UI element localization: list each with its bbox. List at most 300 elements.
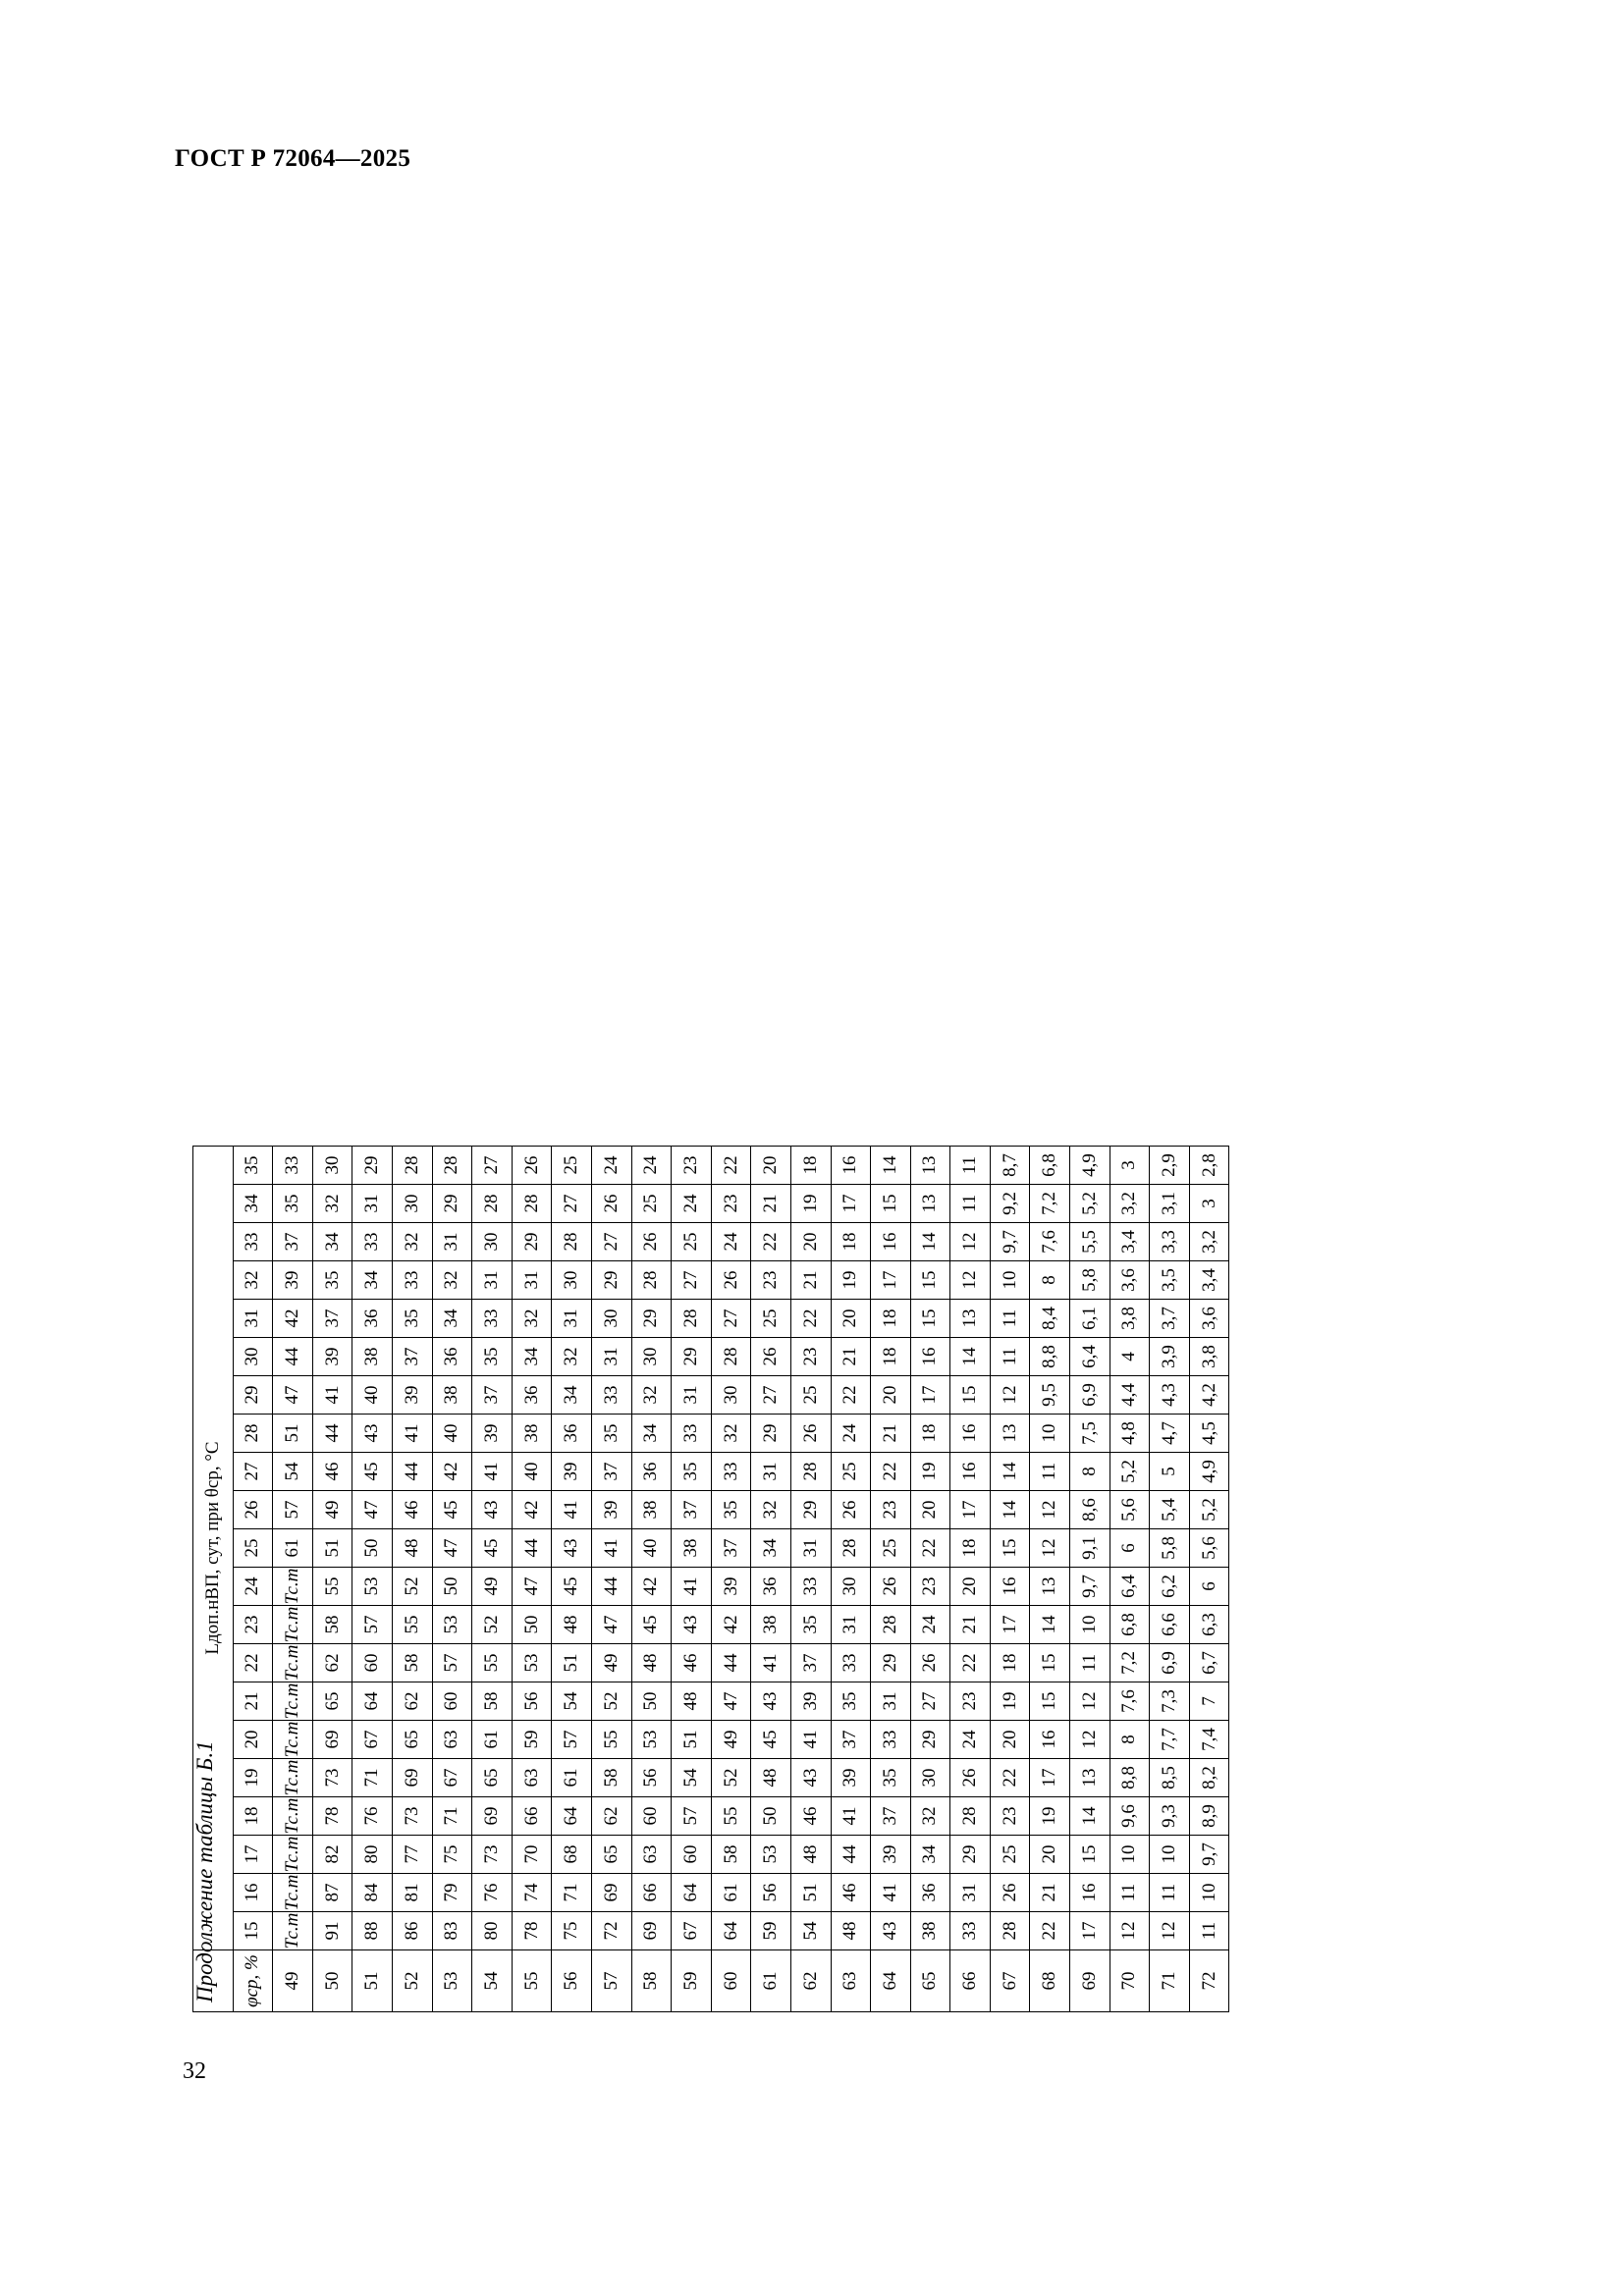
table-cell: 18: [871, 1338, 911, 1376]
table-cell: 33: [950, 1912, 991, 1950]
table-cell: 32: [751, 1491, 791, 1529]
table-cell: 54: [790, 1912, 831, 1950]
table-cell: 30: [910, 1759, 950, 1797]
table-row: [1189, 1147, 1229, 2012]
table-cell: Тс.т: [273, 1759, 313, 1797]
table-cell: 43: [552, 1529, 592, 1568]
table-row: [1070, 1147, 1110, 2012]
table-cell: 71: [432, 1797, 472, 1836]
table-cell: 2,9: [1150, 1147, 1190, 1185]
table-cell: 75: [432, 1836, 472, 1874]
table-cell: 51: [273, 1415, 313, 1453]
table-cell: 42: [631, 1568, 672, 1606]
table-cell: 40: [352, 1376, 393, 1415]
table-cell: Тс.т: [273, 1606, 313, 1644]
table-cell: Тс.т: [273, 1874, 313, 1912]
table-cell: 3: [1110, 1147, 1150, 1185]
table-cell: 36: [552, 1415, 592, 1453]
column-header: 16: [233, 1874, 273, 1912]
table-cell: 32: [312, 1185, 352, 1223]
table-cell: 3: [1189, 1185, 1229, 1223]
table-cell: 35: [273, 1185, 313, 1223]
table-cell: 4,8: [1110, 1415, 1150, 1453]
table-cell: 54: [273, 1453, 313, 1491]
table-cell: 38: [352, 1338, 393, 1376]
table-cell: 41: [312, 1376, 352, 1415]
table-row: [591, 1147, 631, 2012]
table-cell: 21: [751, 1185, 791, 1223]
supertitle-spacer: [193, 1950, 234, 2012]
table-cell: 8: [1070, 1453, 1110, 1491]
table-cell: 8,2: [1189, 1759, 1229, 1797]
table-cell: 40: [512, 1453, 552, 1491]
table-cell: 11: [1189, 1912, 1229, 1950]
table-body: [273, 1147, 1229, 2012]
table-cell: 45: [552, 1568, 592, 1606]
column-header: 23: [233, 1606, 273, 1644]
table-cell: 50: [432, 1568, 472, 1606]
row-header: 70: [1110, 1950, 1150, 2012]
table-cell: 6,1: [1070, 1300, 1110, 1338]
column-header: 19: [233, 1759, 273, 1797]
table-cell: 9,2: [990, 1185, 1030, 1223]
table-cell: 26: [631, 1223, 672, 1261]
table-cell: 3,4: [1189, 1261, 1229, 1300]
column-header: 22: [233, 1644, 273, 1682]
table-cell: Тс.т: [273, 1797, 313, 1836]
table-cell: 15: [1030, 1644, 1070, 1682]
table-cell: 3,5: [1150, 1261, 1190, 1300]
table-cell: 60: [672, 1836, 712, 1874]
table-cell: 7,3: [1150, 1682, 1190, 1721]
table-cell: 62: [392, 1682, 432, 1721]
table-cell: 27: [472, 1147, 513, 1185]
table-cell: 7,2: [1110, 1644, 1150, 1682]
table-cell: 3,6: [1110, 1261, 1150, 1300]
table-cell: 33: [790, 1568, 831, 1606]
table-cell: 37: [711, 1529, 751, 1568]
table-cell: 18: [871, 1300, 911, 1338]
table-cell: 58: [392, 1644, 432, 1682]
table-cell: 5: [1150, 1453, 1190, 1491]
row-header: 65: [910, 1950, 950, 2012]
table-cell: 33: [871, 1721, 911, 1759]
table-cell: 22: [751, 1223, 791, 1261]
table-supertitle-row: [193, 1147, 234, 2012]
table-cell: 55: [711, 1797, 751, 1836]
table-cell: 5,5: [1070, 1223, 1110, 1261]
table-cell: 14: [1030, 1606, 1070, 1644]
table-cell: 55: [472, 1644, 513, 1682]
table-cell: 56: [751, 1874, 791, 1912]
table-continuation-label: Продолжение таблицы Б.1: [192, 1740, 217, 2002]
table-cell: 31: [432, 1223, 472, 1261]
table-cell: 20: [790, 1223, 831, 1261]
table-cell: 69: [591, 1874, 631, 1912]
table-cell: 19: [790, 1185, 831, 1223]
table-cell: 68: [552, 1836, 592, 1874]
table-cell: 47: [591, 1606, 631, 1644]
table-cell: 10: [1030, 1415, 1070, 1453]
table-cell: 11: [1030, 1453, 1070, 1491]
table-cell: 66: [512, 1797, 552, 1836]
table-cell: 12: [950, 1223, 991, 1261]
table-row: [352, 1147, 393, 2012]
table-cell: 53: [512, 1644, 552, 1682]
table-cell: 21: [871, 1415, 911, 1453]
table-cell: 24: [950, 1721, 991, 1759]
table-cell: 73: [472, 1836, 513, 1874]
table-cell: 22: [1030, 1912, 1070, 1950]
table-cell: 9,7: [990, 1223, 1030, 1261]
table-cell: 33: [831, 1644, 871, 1682]
column-header: 18: [233, 1797, 273, 1836]
table-cell: 53: [751, 1836, 791, 1874]
table-cell: 52: [392, 1568, 432, 1606]
table-cell: 29: [950, 1836, 991, 1874]
table-cell: 12: [990, 1376, 1030, 1415]
table-cell: 39: [711, 1568, 751, 1606]
table-cell: 70: [512, 1836, 552, 1874]
table-cell: 26: [910, 1644, 950, 1682]
table-cell: 48: [552, 1606, 592, 1644]
table-cell: 31: [950, 1874, 991, 1912]
table-cell: 41: [591, 1529, 631, 1568]
table-cell: 13: [1070, 1759, 1110, 1797]
table-cell: 28: [790, 1453, 831, 1491]
table-cell: 45: [352, 1453, 393, 1491]
column-header: 34: [233, 1185, 273, 1223]
table-cell: 39: [790, 1682, 831, 1721]
table-cell: 32: [552, 1338, 592, 1376]
table-cell: 17: [1070, 1912, 1110, 1950]
table-cell: 29: [631, 1300, 672, 1338]
row-header: 54: [472, 1950, 513, 2012]
table-cell: 31: [831, 1606, 871, 1644]
table-cell: 39: [831, 1759, 871, 1797]
table-cell: 2,8: [1189, 1147, 1229, 1185]
table-cell: 64: [552, 1797, 592, 1836]
row-header: 68: [1030, 1950, 1070, 2012]
table-cell: 65: [312, 1682, 352, 1721]
column-header: 30: [233, 1338, 273, 1376]
table-cell: 39: [871, 1836, 911, 1874]
table-cell: 30: [711, 1376, 751, 1415]
table-cell: 8,6: [1070, 1491, 1110, 1529]
table-cell: 19: [831, 1261, 871, 1300]
table-cell: 50: [751, 1797, 791, 1836]
table-cell: 13: [990, 1415, 1030, 1453]
table-cell: 28: [871, 1606, 911, 1644]
table-cell: 61: [711, 1874, 751, 1912]
table-cell: Тс.т: [273, 1912, 313, 1950]
table-cell: 50: [512, 1606, 552, 1644]
table-cell: 21: [950, 1606, 991, 1644]
table-cell: 51: [312, 1529, 352, 1568]
table-cell: 49: [711, 1721, 751, 1759]
table-cell: 79: [432, 1874, 472, 1912]
table-cell: 3,7: [1150, 1300, 1190, 1338]
table-cell: 11: [1110, 1874, 1150, 1912]
table-cell: 18: [990, 1644, 1030, 1682]
table-cell: 22: [790, 1300, 831, 1338]
table-cell: 11: [990, 1300, 1030, 1338]
row-header: 58: [631, 1950, 672, 2012]
table-header-row: [233, 1147, 273, 2012]
table-cell: 64: [711, 1912, 751, 1950]
table-cell: 57: [432, 1644, 472, 1682]
table-cell: 78: [512, 1912, 552, 1950]
table-cell: 3,1: [1150, 1185, 1190, 1223]
column-header: 25: [233, 1529, 273, 1568]
table-cell: 35: [871, 1759, 911, 1797]
table-cell: 12: [1030, 1529, 1070, 1568]
table-cell: 9,5: [1030, 1376, 1070, 1415]
row-header: 63: [831, 1950, 871, 2012]
table-cell: 6,9: [1150, 1644, 1190, 1682]
table-cell: 41: [790, 1721, 831, 1759]
table-row: [552, 1147, 592, 2012]
table-cell: 8,7: [990, 1147, 1030, 1185]
row-header: 51: [352, 1950, 393, 2012]
table-cell: 18: [831, 1223, 871, 1261]
table-cell: Тс.т: [273, 1721, 313, 1759]
column-header: 32: [233, 1261, 273, 1300]
table-cell: 26: [751, 1338, 791, 1376]
table-row: [751, 1147, 791, 2012]
table-cell: 34: [751, 1529, 791, 1568]
table-cell: 61: [552, 1759, 592, 1797]
table-cell: 49: [591, 1644, 631, 1682]
table-cell: 15: [990, 1529, 1030, 1568]
table-cell: 16: [871, 1223, 911, 1261]
table-cell: 8,8: [1030, 1338, 1070, 1376]
table-cell: 82: [312, 1836, 352, 1874]
table-cell: 14: [871, 1147, 911, 1185]
table-cell: 52: [591, 1682, 631, 1721]
table-cell: 35: [472, 1338, 513, 1376]
table-cell: 73: [312, 1759, 352, 1797]
table-cell: 29: [432, 1185, 472, 1223]
table-cell: 37: [392, 1338, 432, 1376]
table-cell: 37: [871, 1797, 911, 1836]
table-cell: 22: [711, 1147, 751, 1185]
table-cell: 35: [591, 1415, 631, 1453]
table-cell: 17: [1030, 1759, 1070, 1797]
table-cell: 34: [552, 1376, 592, 1415]
table-cell: 63: [631, 1836, 672, 1874]
table-cell: 88: [352, 1912, 393, 1950]
table-cell: 60: [352, 1644, 393, 1682]
table-cell: 33: [672, 1415, 712, 1453]
table-cell: 26: [831, 1491, 871, 1529]
table-cell: 4,2: [1189, 1376, 1229, 1415]
table-cell: 75: [552, 1912, 592, 1950]
table-cell: 20: [910, 1491, 950, 1529]
table-cell: 65: [591, 1836, 631, 1874]
table-cell: 49: [312, 1491, 352, 1529]
table-cell: 7,7: [1150, 1721, 1190, 1759]
table-cell: 31: [672, 1376, 712, 1415]
table-cell: 58: [312, 1606, 352, 1644]
table-cell: 24: [831, 1415, 871, 1453]
table-cell: 15: [950, 1376, 991, 1415]
table-cell: 40: [631, 1529, 672, 1568]
table-row: [432, 1147, 472, 2012]
table-cell: 52: [472, 1606, 513, 1644]
table-cell: 13: [910, 1185, 950, 1223]
table-cell: 63: [512, 1759, 552, 1797]
table-cell: 16: [950, 1453, 991, 1491]
row-header: 64: [871, 1950, 911, 2012]
table-cell: 47: [512, 1568, 552, 1606]
table-cell: 22: [910, 1529, 950, 1568]
table-cell: 91: [312, 1912, 352, 1950]
table-cell: Тс.т: [273, 1682, 313, 1721]
table-cell: 51: [552, 1644, 592, 1682]
table-cell: 35: [312, 1261, 352, 1300]
table-cell: 20: [1030, 1836, 1070, 1874]
table-row: [831, 1147, 871, 2012]
table-cell: 6: [1189, 1568, 1229, 1606]
column-header: 31: [233, 1300, 273, 1338]
table-cell: 26: [711, 1261, 751, 1300]
table-cell: 13: [950, 1300, 991, 1338]
table-cell: 62: [312, 1644, 352, 1682]
table-cell: 23: [751, 1261, 791, 1300]
rotated-table-inner: [192, 1146, 1229, 2012]
table-cell: 22: [990, 1759, 1030, 1797]
table-cell: 37: [672, 1491, 712, 1529]
table-cell: 16: [1070, 1874, 1110, 1912]
table-cell: 27: [672, 1261, 712, 1300]
table-cell: 15: [1030, 1682, 1070, 1721]
table-corner-label: φср, %: [233, 1950, 273, 2012]
table-cell: 22: [871, 1453, 911, 1491]
table-cell: 33: [392, 1261, 432, 1300]
table-cell: 3,2: [1189, 1223, 1229, 1261]
table-cell: 29: [751, 1415, 791, 1453]
table-cell: Тс.т: [273, 1644, 313, 1682]
column-header: 29: [233, 1376, 273, 1415]
table-cell: 83: [432, 1912, 472, 1950]
table-cell: 9,1: [1070, 1529, 1110, 1568]
table-row: [631, 1147, 672, 2012]
column-header: 35: [233, 1147, 273, 1185]
table-cell: 6,3: [1189, 1606, 1229, 1644]
table-cell: 16: [950, 1415, 991, 1453]
table-cell: 69: [631, 1912, 672, 1950]
table-cell: 8,9: [1189, 1797, 1229, 1836]
table-cell: 31: [352, 1185, 393, 1223]
table-cell: 37: [591, 1453, 631, 1491]
table-cell: 32: [711, 1415, 751, 1453]
table-cell: 20: [831, 1300, 871, 1338]
table-cell: 39: [591, 1491, 631, 1529]
table-cell: 80: [352, 1836, 393, 1874]
column-header: 33: [233, 1223, 273, 1261]
table-cell: 76: [472, 1874, 513, 1912]
table-cell: 31: [591, 1338, 631, 1376]
table-cell: 8: [1110, 1721, 1150, 1759]
column-header: 15: [233, 1912, 273, 1950]
table-cell: 10: [1070, 1606, 1110, 1644]
table-cell: 12: [1070, 1682, 1110, 1721]
table-cell: 51: [790, 1874, 831, 1912]
table-cell: 31: [751, 1453, 791, 1491]
table-cell: 42: [273, 1300, 313, 1338]
table-cell: 7,5: [1070, 1415, 1110, 1453]
table-cell: 6,4: [1110, 1568, 1150, 1606]
table-row: [790, 1147, 831, 2012]
table-row: [512, 1147, 552, 2012]
table-cell: 4,3: [1150, 1376, 1190, 1415]
table-cell: 6,8: [1030, 1147, 1070, 1185]
table-cell: 29: [591, 1261, 631, 1300]
table-cell: 5,2: [1070, 1185, 1110, 1223]
table-cell: 63: [432, 1721, 472, 1759]
table-cell: 48: [790, 1836, 831, 1874]
table-cell: 23: [990, 1797, 1030, 1836]
table-cell: 38: [432, 1376, 472, 1415]
table-cell: 49: [472, 1568, 513, 1606]
table-cell: 44: [392, 1453, 432, 1491]
table-cell: 64: [352, 1682, 393, 1721]
table-cell: 4: [1110, 1338, 1150, 1376]
table-cell: 45: [432, 1491, 472, 1529]
table-cell: 14: [1070, 1797, 1110, 1836]
table-cell: 21: [1030, 1874, 1070, 1912]
table-cell: 27: [751, 1376, 791, 1415]
table-cell: 46: [790, 1797, 831, 1836]
table-cell: 46: [831, 1874, 871, 1912]
table-cell: 30: [472, 1223, 513, 1261]
table-cell: 37: [472, 1376, 513, 1415]
table-cell: 52: [711, 1759, 751, 1797]
table-cell: 20: [871, 1376, 911, 1415]
table-cell: 22: [831, 1376, 871, 1415]
table-cell: 23: [950, 1682, 991, 1721]
row-header: 59: [672, 1950, 712, 2012]
table-cell: 22: [950, 1644, 991, 1682]
column-header: 17: [233, 1836, 273, 1874]
table-cell: 76: [352, 1797, 393, 1836]
table-cell: 47: [273, 1376, 313, 1415]
table-head: [193, 1147, 273, 2012]
table-cell: 26: [790, 1415, 831, 1453]
table-cell: 21: [790, 1261, 831, 1300]
table-row: [1030, 1147, 1070, 2012]
table-cell: 47: [711, 1682, 751, 1721]
row-header: 55: [512, 1950, 552, 2012]
table-cell: 25: [631, 1185, 672, 1223]
table-cell: 32: [432, 1261, 472, 1300]
table-cell: 30: [831, 1568, 871, 1606]
table-cell: 25: [790, 1376, 831, 1415]
table-cell: 31: [871, 1682, 911, 1721]
table-cell: 7,6: [1110, 1682, 1150, 1721]
table-cell: 73: [392, 1797, 432, 1836]
row-header: 62: [790, 1950, 831, 2012]
table-cell: 30: [552, 1261, 592, 1300]
table-cell: 24: [631, 1147, 672, 1185]
table-cell: 58: [591, 1759, 631, 1797]
table-cell: 74: [512, 1874, 552, 1912]
table-cell: 34: [910, 1836, 950, 1874]
table-cell: 34: [631, 1415, 672, 1453]
row-header: 66: [950, 1950, 991, 2012]
table-cell: 41: [871, 1874, 911, 1912]
